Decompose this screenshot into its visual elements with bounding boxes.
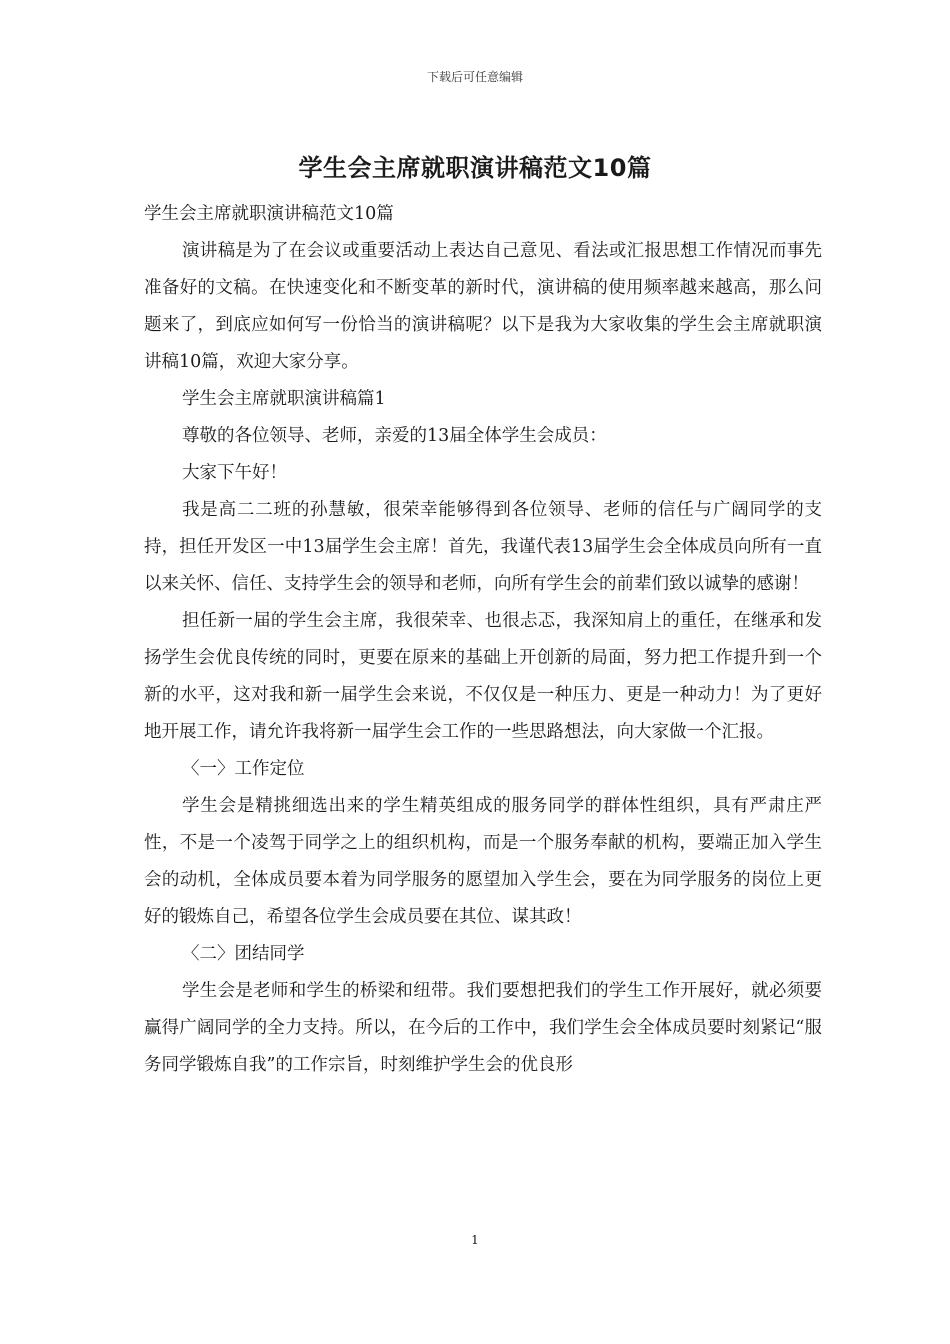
document-body xyxy=(144,196,822,1084)
page-number: 1 xyxy=(471,1233,479,1247)
body-paragraph: 学生会是精挑细选出来的学生精英组成的服务同学的群体性组织，具有严肃庄严性，不是一个凌驾于同学之上的组织机构，而是一个服务奉献的机构，要端正加入学生会的动机，全体成员要本着为同学服务的愿望加入学生会，要在为同学服务的岗位上更好的锻炼自己，希望各位学生会成员要在其位、谋其政！ xyxy=(144,796,822,927)
subsection-heading: 〈一〉工作定位 xyxy=(182,759,305,779)
body-paragraph: 担任新一届的学生会主席，我很荣幸、也很忐忑，我深知肩上的重任，在继承和发扬学生会优良传统的同时，更要在原来的基础上开创新的局面，努力把工作提升到一个新的水平，这对我和新一届学生会来说，不仅仅是一种压力、更是一种动力！为了更好地开展工作，请允许我将新一届学生会工作的一些思路想法，向大家做一个汇报。 xyxy=(144,611,822,742)
subtitle-paragraph: 学生会主席就职演讲稿范文10篇 xyxy=(144,204,394,224)
document-title: 学生会主席就职演讲稿范文10篇 xyxy=(298,154,652,182)
header-note: 下载后可任意编辑 xyxy=(426,70,523,84)
subsection-heading: 〈二〉团结同学 xyxy=(182,944,305,964)
intro-paragraph: 演讲稿是为了在会议或重要活动上表达自己意见、看法或汇报思想工作情况而事先准备好的文稿。在快速变化和不断变革的新时代，演讲稿的使用频率越来越高，那么问题来了，到底应如何写一份恰当的演讲稿呢？以下是我为大家收集的学生会主席就职演讲稿10篇，欢迎大家分享。 xyxy=(144,241,822,372)
salutation-paragraph: 尊敬的各位领导、老师，亲爱的13届全体学生会成员： xyxy=(182,426,607,446)
body-paragraph: 我是高二二班的孙慧敏，很荣幸能够得到各位领导、老师的信任与广阔同学的支持，担任开发区一中13届学生会主席！首先，我谨代表13届学生会全体成员向所有一直以来关怀、信任、支持学生会的领导和老师，向所有学生会的前辈们致以诚挚的感谢！ xyxy=(144,500,822,594)
section-heading: 学生会主席就职演讲稿篇1 xyxy=(182,389,386,409)
body-paragraph: 学生会是老师和学生的桥梁和纽带。我们要想把我们的学生工作开展好，就必须要赢得广阔同学的全力支持。所以，在今后的工作中，我们学生会全体成员要时刻紧记“服务同学锻炼自我”的工作宗旨，时刻维护学生会的优良形 xyxy=(144,981,822,1075)
greeting-paragraph: 大家下午好！ xyxy=(182,463,287,483)
